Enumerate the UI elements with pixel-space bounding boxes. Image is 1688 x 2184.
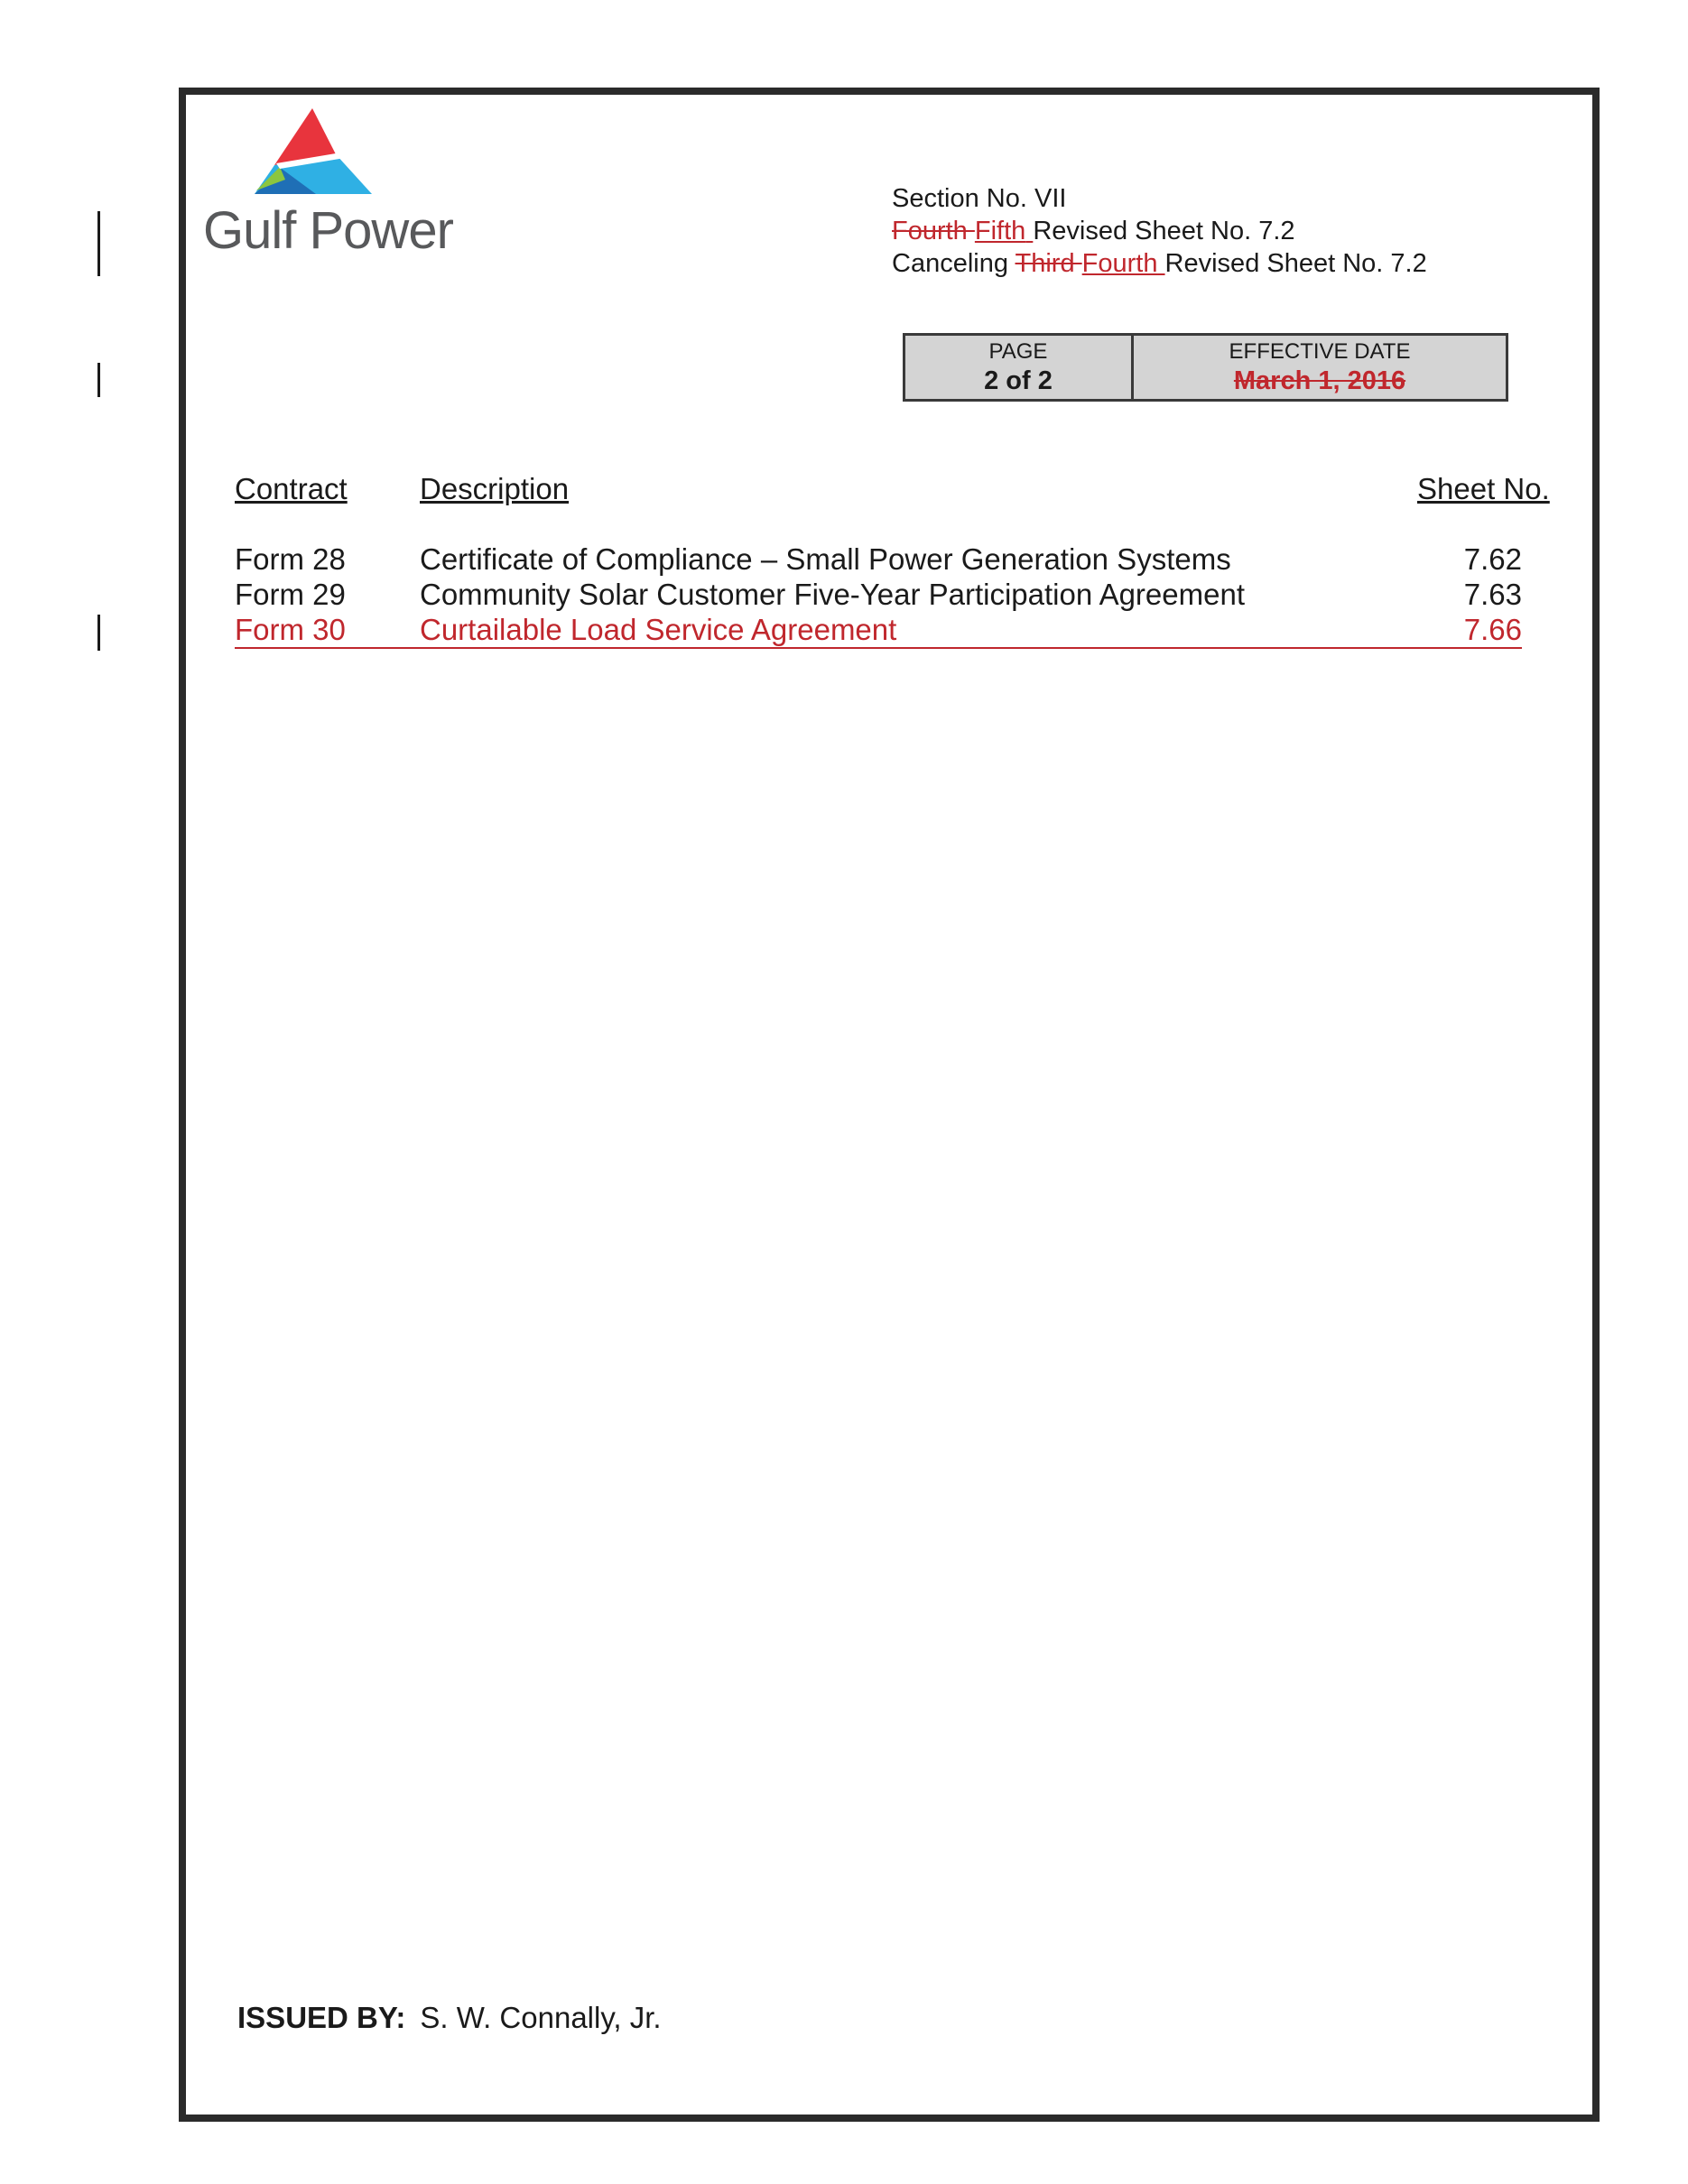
table-row-inserted: [235, 613, 1522, 649]
inserted-text: Fifth: [974, 217, 1026, 245]
revised-sheet-text: Revised Sheet No. 7.2: [1033, 217, 1295, 245]
section-number: Section No. VII: [892, 184, 1067, 213]
description-cell: Certificate of Compliance – Small Power Generation Systems: [420, 542, 1231, 576]
description-cell: Community Solar Customer Five-Year Participation Agreement: [420, 578, 1245, 611]
revision-bar: [97, 211, 100, 276]
canceling-prefix: Canceling: [892, 249, 1016, 278]
column-header-sheet-no: Sheet No.: [1417, 472, 1550, 505]
revised-sheet-line: [892, 215, 1427, 247]
page-box: [903, 333, 1134, 402]
page-value: 2 of 2: [984, 366, 1053, 395]
deleted-text: Third: [1015, 249, 1082, 278]
deleted-text: Fourth: [892, 217, 975, 245]
canceling-sheet-line: [892, 247, 1427, 280]
revision-bar: [97, 615, 100, 651]
sheet-cell: 7.62: [1463, 542, 1522, 576]
sheet-info: [892, 182, 1427, 280]
sheet-cell: 7.66: [1463, 613, 1522, 646]
page-label: PAGE: [988, 339, 1048, 364]
effective-date-box: [1131, 333, 1508, 402]
contract-cell: Form 28: [235, 542, 346, 576]
contract-cell: Form 30: [235, 613, 346, 646]
sheet-cell: 7.63: [1463, 578, 1522, 611]
company-name: Gulf Power: [203, 201, 453, 260]
revision-bar: [97, 363, 100, 397]
table-row: [235, 542, 1522, 578]
description-cell: Curtailable Load Service Agreement: [420, 613, 897, 646]
issued-by: [237, 2001, 662, 2035]
effective-date-value: March 1, 2016: [1233, 366, 1406, 395]
gulf-power-logo-icon: [200, 104, 381, 203]
canceling-sheet-text: Revised Sheet No. 7.2: [1164, 249, 1427, 278]
column-header-contract: Contract: [235, 472, 348, 505]
issued-by-name: S. W. Connally, Jr.: [420, 2001, 662, 2034]
issued-by-label: ISSUED BY:: [237, 2001, 406, 2034]
effective-date-label: EFFECTIVE DATE: [1229, 339, 1411, 364]
table-row: [235, 578, 1522, 614]
contract-cell: Form 29: [235, 578, 346, 611]
column-header-description: Description: [420, 472, 570, 505]
inserted-text: Fourth: [1081, 249, 1158, 278]
